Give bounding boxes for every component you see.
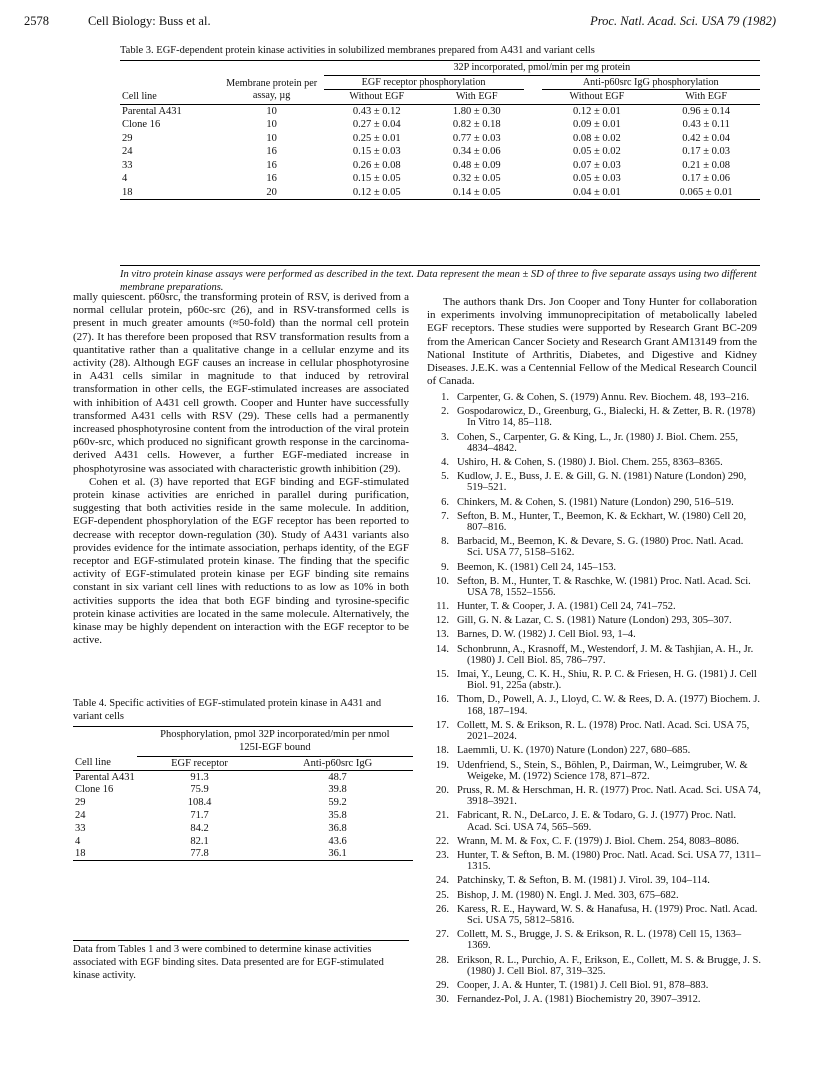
reference-text: Gospodarowicz, D., Greenburg, G., Bialecki, H. & Zetter, B. R. (1978) In Vitro 14, 85–118.	[457, 406, 756, 429]
reference-number: 30.	[435, 994, 449, 1006]
journal-citation: Proc. Natl. Acad. Sci. USA 79 (1982)	[590, 14, 776, 28]
t4-receptor: 91.3	[190, 771, 209, 783]
reference-number: 3.	[441, 431, 449, 443]
t3-anti-with: 0.065 ± 0.01	[679, 186, 733, 198]
reference-number: 2.	[441, 406, 449, 418]
t4-anti: 36.8	[328, 822, 347, 834]
t3-sub-without: Without EGF	[569, 91, 625, 103]
reference-number: 12.	[435, 615, 449, 627]
reference-text: Collett, M. S. & Erikson, R. L. (1978) Proc. Natl. Acad. Sci. USA 75, 2021–2024.	[457, 719, 750, 743]
reference-text: Imai, Y., Leung, C. K. H., Shiu, R. P. C. & Friesen, H. G. (1981) J. Cell Biol. 91, 225a (abstr.).	[457, 669, 757, 692]
reference-item	[427, 836, 762, 847]
page-number: 2578	[24, 14, 49, 28]
t3-cell-line: 18	[122, 186, 133, 198]
t4-cell-line: Clone 16	[75, 784, 114, 796]
t4-receptor: 84.2	[190, 822, 209, 834]
reference-item	[427, 929, 762, 952]
reference-text: Thom, D., Powell, A. J., Lloyd, C. W. & Rees, D. A. (1977) Biochem. J. 168, 187–194.	[457, 694, 761, 717]
t3-anti-without: 0.04 ± 0.01	[573, 186, 621, 198]
table4-caption: Table 4. Specific activities of EGF-stimulated protein kinase in A431 and variant cells	[73, 698, 382, 722]
t3-col-membrane: Membrane protein per assay, µg	[220, 61, 324, 105]
table-row	[120, 159, 760, 173]
t3-anti-without: 0.07 ± 0.03	[573, 159, 621, 171]
reference-text: Schonbrunn, A., Krasnoff, M., Westendorf, J. M. & Tashjian, A. H., Jr. (1980) J. Cell Biol. 85, 786–797.	[457, 643, 754, 666]
reference-number: 9.	[441, 561, 449, 573]
t3-protein: 20	[266, 186, 277, 198]
reference-number: 5.	[441, 471, 449, 483]
reference-number: 8.	[441, 536, 449, 548]
reference-number: 17.	[435, 719, 449, 731]
t3-anti-without: 0.05 ± 0.03	[573, 173, 621, 185]
reference-item	[427, 875, 762, 886]
reference-item	[427, 785, 762, 808]
t3-protein: 10	[266, 119, 277, 131]
t3-receptor-with: 1.80 ± 0.30	[452, 105, 501, 117]
table-row	[120, 132, 760, 146]
reference-text: Pruss, R. M. & Herschman, H. R. (1977) Proc. Natl. Acad. Sci. USA 74, 3918–3921.	[457, 784, 761, 808]
t3-sub-with: With EGF	[685, 91, 728, 103]
t3-receptor-with: 0.34 ± 0.06	[452, 146, 501, 158]
reference-text: Bishop, J. M. (1980) N. Engl. J. Med. 303, 675–682.	[457, 889, 679, 901]
t4-cell-line: 33	[75, 822, 86, 834]
reference-number: 26.	[435, 903, 449, 915]
running-header	[24, 14, 792, 34]
reference-number: 4.	[441, 457, 449, 469]
t3-receptor-with: 0.82 ± 0.18	[452, 119, 501, 131]
table-row	[120, 118, 760, 132]
reference-number: 15.	[435, 669, 449, 681]
t3-protein: 10	[266, 105, 277, 117]
t4-cell-line: Parental A431	[75, 771, 135, 783]
reference-number: 25.	[435, 889, 449, 901]
reference-number: 18.	[435, 745, 449, 757]
table-row	[73, 809, 413, 822]
paragraph: Cohen et al. (3) have reported that EGF binding and EGF-stimulated protein kinase activities are enriched in parallel during purification, suggesting that both activities reside in the same molecule. In addition, EGF-dependent phosphorylation of the EGF receptor has been reported to decrease with receptor down-regulation (30). Study of A431 variants also provides evidence for the intimate association, perhaps identity, of the EGF receptor and EGF-stimulated protein kinase. The finding that the specific activity of EGF-stimulated protein kinase per EGF binding site remains constant in six variant cell lines with reductions to as low as 10% in both activities supports the idea that both EGF binding and tyrosine-specific protein kinase activities are located in the same molecule. Alternatively, the kinase may be highly dependent on interaction with the EGF receptor to be active.	[73, 475, 409, 647]
reference-number: 13.	[435, 629, 449, 641]
t3-group-receptor: EGF receptor phosphorylation	[324, 75, 524, 90]
reference-text: Ushiro, H. & Cohen, S. (1980) J. Biol. Chem. 255, 8363–8365.	[457, 457, 723, 469]
reference-item	[427, 994, 762, 1005]
reference-number: 14.	[435, 643, 449, 655]
t3-receptor-without: 0.12 ± 0.05	[352, 186, 401, 198]
reference-number: 23.	[435, 849, 449, 861]
table-row	[73, 835, 413, 848]
reference-item	[427, 760, 762, 783]
table-row	[120, 104, 760, 118]
t3-receptor-with: 0.48 ± 0.09	[452, 159, 501, 171]
reference-item	[427, 644, 762, 667]
reference-text: Hunter, T. & Sefton, B. M. (1980) Proc. Natl. Acad. Sci. USA 77, 1311–1315.	[457, 849, 761, 873]
t3-anti-without: 0.09 ± 0.01	[573, 119, 621, 131]
reference-text: Laemmli, U. K. (1970) Nature (London) 227, 680–685.	[457, 745, 691, 757]
t4-anti: 39.8	[328, 784, 347, 796]
table-row	[120, 172, 760, 186]
reference-item	[427, 955, 762, 978]
reference-number: 7.	[441, 510, 449, 522]
reference-number: 22.	[435, 835, 449, 847]
t3-anti-without: 0.08 ± 0.02	[573, 132, 621, 144]
table4	[73, 726, 413, 861]
t3-receptor-with: 0.77 ± 0.03	[452, 132, 501, 144]
t3-anti-with: 0.42 ± 0.04	[682, 132, 731, 144]
t4-anti: 48.7	[328, 771, 347, 783]
reference-number: 27.	[435, 929, 449, 941]
left-column-body	[73, 291, 409, 647]
t3-protein: 16	[266, 146, 277, 158]
t4-cell-line: 18	[75, 848, 86, 860]
t3-anti-with: 0.17 ± 0.06	[682, 173, 731, 185]
t3-anti-without: 0.12 ± 0.01	[573, 105, 621, 117]
t3-cell-line: Parental A431	[122, 105, 182, 117]
t4-receptor: 108.4	[187, 797, 212, 809]
reference-number: 10.	[435, 575, 449, 587]
reference-item	[427, 406, 762, 429]
reference-item	[427, 536, 762, 559]
table-row	[120, 186, 760, 200]
reference-item	[427, 615, 762, 626]
reference-text: Kudlow, J. E., Buss, J. E. & Gill, G. N. (1981) Nature (London) 290, 519–521.	[457, 471, 747, 494]
t4-cell-line: 24	[75, 810, 86, 822]
reference-item	[427, 850, 762, 873]
reference-text: Sefton, B. M., Hunter, T. & Raschke, W. (1981) Proc. Natl. Acad. Sci. USA 78, 1552–1556.	[457, 575, 751, 599]
reference-item	[427, 720, 762, 743]
t3-cell-line: 29	[122, 132, 133, 144]
reference-number: 16.	[435, 694, 449, 706]
table3-caption: Table 3. EGF-dependent protein kinase activities in solubilized membranes prepared from A431 and variant cells	[120, 45, 595, 56]
reference-number: 24.	[435, 875, 449, 887]
table-row	[120, 145, 760, 159]
table3	[120, 60, 760, 200]
t3-cell-line: Clone 16	[122, 119, 161, 131]
reference-list	[427, 392, 762, 1008]
t3-anti-without: 0.05 ± 0.02	[573, 146, 621, 158]
t4-col-cell-line: Cell line	[73, 727, 137, 771]
table-row	[73, 822, 413, 835]
t3-receptor-without: 0.15 ± 0.05	[352, 173, 401, 185]
reference-item	[427, 471, 762, 494]
t3-receptor-without: 0.25 ± 0.01	[352, 132, 401, 144]
reference-text: Beemon, K. (1981) Cell 24, 145–153.	[457, 561, 616, 573]
t4-anti: 35.8	[328, 810, 347, 822]
reference-text: Fabricant, R. N., DeLarco, J. E. & Todaro, G. J. (1977) Proc. Natl. Acad. Sci. USA 74, 565–569.	[457, 810, 737, 833]
reference-item	[427, 629, 762, 640]
table-row	[73, 784, 413, 797]
reference-text: Collett, M. S., Brugge, J. S. & Erikson, R. L. (1978) Cell 15, 1363–1369.	[457, 929, 742, 952]
reference-number: 21.	[435, 810, 449, 822]
t3-receptor-without: 0.27 ± 0.04	[352, 119, 401, 131]
reference-item	[427, 904, 762, 927]
reference-text: Carpenter, G. & Cohen, S. (1979) Annu. Rev. Biochem. 48, 193–216.	[457, 392, 749, 403]
t3-cell-line: 24	[122, 146, 133, 158]
table3-footnote-text: In vitro protein kinase assays were performed as described in the text. Data represent the mean ± SD of three to five separate assays using two different membrane preparations.	[120, 269, 757, 293]
reference-number: 19.	[435, 759, 449, 771]
reference-text: Barbacid, M., Beemon, K. & Devare, S. G. (1980) Proc. Natl. Acad. Sci. USA 77, 5158–5162.	[457, 536, 744, 559]
t4-anti: 43.6	[328, 835, 347, 847]
t3-span-header: 32P incorporated, pmol/min per mg protein	[324, 61, 760, 76]
reference-text: Fernandez-Pol, J. A. (1981) Biochemistry 20, 3907–3912.	[457, 994, 701, 1006]
reference-text: Udenfriend, S., Stein, S., Böhlen, P., Dairman, W., Leimgruber, W. & Weigeke, M. (1972) Science 178, 871–872.	[457, 759, 748, 782]
t3-anti-with: 0.17 ± 0.03	[682, 146, 731, 158]
t4-span-header: Phosphorylation, pmol 32P incorporated/min per nmol 125I-EGF bound	[137, 727, 413, 757]
reference-text: Cohen, S., Carpenter, G. & King, L., Jr. (1980) J. Biol. Chem. 255, 4834–4842.	[457, 431, 739, 454]
t4-receptor: 75.9	[190, 784, 209, 796]
table4-footnote	[73, 940, 409, 982]
acknowledgment: The authors thank Drs. Jon Cooper and Tony Hunter for collaboration in experiments involving immunoprecipitation of metabolically labeled EGF receptors. These studies were supported by Research Grant BC-209 from the American Cancer Society and Research Grant AM13149 from the National Institute of Arthritis, Diabetes, and Digestive and Kidney Diseases. J.E.K. was a Centennial Fellow of the Medical Research Council of Canada.	[427, 296, 757, 388]
t3-anti-with: 0.21 ± 0.08	[682, 159, 731, 171]
reference-text: Chinkers, M. & Cohen, S. (1981) Nature (London) 290, 516–519.	[457, 496, 734, 508]
reference-item	[427, 392, 762, 403]
reference-number: 11.	[436, 601, 449, 613]
reference-text: Gill, G. N. & Lazar, C. S. (1981) Nature (London) 293, 305–307.	[457, 615, 732, 627]
t3-protein: 16	[266, 173, 277, 185]
table-row	[73, 770, 413, 783]
table-row	[73, 848, 413, 861]
t4-receptor: 77.8	[190, 848, 209, 860]
t4-receptor: 71.7	[190, 810, 209, 822]
t3-sub-without: Without EGF	[349, 91, 405, 103]
reference-item	[427, 810, 762, 833]
reference-number: 20.	[435, 784, 449, 796]
reference-item	[427, 457, 762, 468]
reference-item	[427, 511, 762, 534]
t3-receptor-without: 0.43 ± 0.12	[352, 105, 401, 117]
reference-item	[427, 694, 762, 717]
reference-item	[427, 980, 762, 991]
t3-receptor-without: 0.26 ± 0.08	[352, 159, 401, 171]
section-title: Cell Biology: Buss et al.	[88, 14, 211, 28]
reference-text: Barnes, D. W. (1982) J. Cell Biol. 93, 1–4.	[457, 629, 636, 641]
t4-receptor: 82.1	[190, 835, 209, 847]
reference-item	[427, 562, 762, 573]
t4-anti: 59.2	[328, 797, 347, 809]
t4-cell-line: 4	[75, 835, 81, 847]
reference-item	[427, 669, 762, 692]
reference-text: Patchinsky, T. & Sefton, B. M. (1981) J. Virol. 39, 104–114.	[457, 875, 710, 887]
paragraph: mally quiescent. p60src, the transforming protein of RSV, is derived from a normal cellular protein, p60c-src (26), and in RSV-transformed cells is present in much greater amounts (≈50-fold) than the normal cell protein (27). It has therefore been proposed that RSV transformation results from a quantitative rather than a qualitative change in a cellular enzyme and its activity (28). Although EGF causes an increase in cellular phosphotyrosine in A431 cells similar in magnitude to that induced by retroviral transformation in other cells, the EGF-stimulated increases are associated with inhibition of A431 cell growth. Cooper and Hunter have successfully transformed A431 cells with RSV (29). These cells had a permanently increased phosphotyrosine content from the introduction of the viral protein p60v-src, which produced no significant growth response in the carcinoma-derived A431 cells. However, a further EGF-mediated increase in phosphotyrosine was associated with characteristic growth inhibition (29).	[73, 291, 409, 475]
reference-item	[427, 576, 762, 599]
t3-sub-with: With EGF	[455, 91, 498, 103]
reference-number: 6.	[441, 496, 449, 508]
t3-protein: 16	[266, 159, 277, 171]
t3-cell-line: 4	[122, 173, 128, 185]
t3-receptor-with: 0.14 ± 0.05	[452, 186, 501, 198]
t4-col-receptor: EGF receptor	[171, 757, 228, 769]
t3-anti-with: 0.43 ± 0.11	[682, 119, 730, 131]
t3-group-anti: Anti-p60src IgG phosphorylation	[542, 75, 761, 90]
reference-text: Karess, R. E., Hayward, W. S. & Hanafusa, H. (1979) Proc. Natl. Acad. Sci. USA 75, 5812–5816.	[457, 903, 758, 926]
t4-cell-line: 29	[75, 797, 86, 809]
reference-text: Erikson, R. L., Purchio, A. F., Erikson, E., Collett, M. S. & Brugge, J. S. (1980) J. Cell Biol. 87, 319–325.	[457, 954, 761, 977]
t3-protein: 10	[266, 132, 277, 144]
reference-number: 1.	[441, 392, 449, 403]
reference-text: Sefton, B. M., Hunter, T., Beemon, K. & Eckhart, W. (1980) Cell 20, 807–816.	[457, 510, 747, 534]
reference-item	[427, 890, 762, 901]
reference-text: Hunter, T. & Cooper, J. A. (1981) Cell 24, 741–752.	[457, 601, 676, 613]
reference-item	[427, 745, 762, 756]
reference-text: Wrann, M. M. & Fox, C. F. (1979) J. Biol. Chem. 254, 8083–8086.	[457, 835, 739, 847]
table-row	[73, 796, 413, 809]
t3-receptor-with: 0.32 ± 0.05	[452, 173, 501, 185]
table4-footnote-text: Data from Tables 1 and 3 were combined to determine kinase activities associated with EGF binding sites. Data presented are for EGF-stimulated kinase activity.	[73, 944, 384, 981]
reference-item	[427, 432, 762, 455]
t3-receptor-without: 0.15 ± 0.03	[352, 146, 401, 158]
t3-anti-with: 0.96 ± 0.14	[682, 105, 731, 117]
t3-cell-line: 33	[122, 159, 133, 171]
reference-number: 29.	[435, 979, 449, 991]
t4-anti: 36.1	[328, 848, 347, 860]
table3-footnote	[120, 265, 760, 294]
reference-item	[427, 497, 762, 508]
reference-number: 28.	[435, 954, 449, 966]
t4-col-anti: Anti-p60src IgG	[303, 757, 373, 769]
reference-text: Cooper, J. A. & Hunter, T. (1981) J. Cell Biol. 91, 878–883.	[457, 979, 709, 991]
t3-col-cell-line: Cell line	[120, 61, 220, 105]
reference-item	[427, 601, 762, 612]
